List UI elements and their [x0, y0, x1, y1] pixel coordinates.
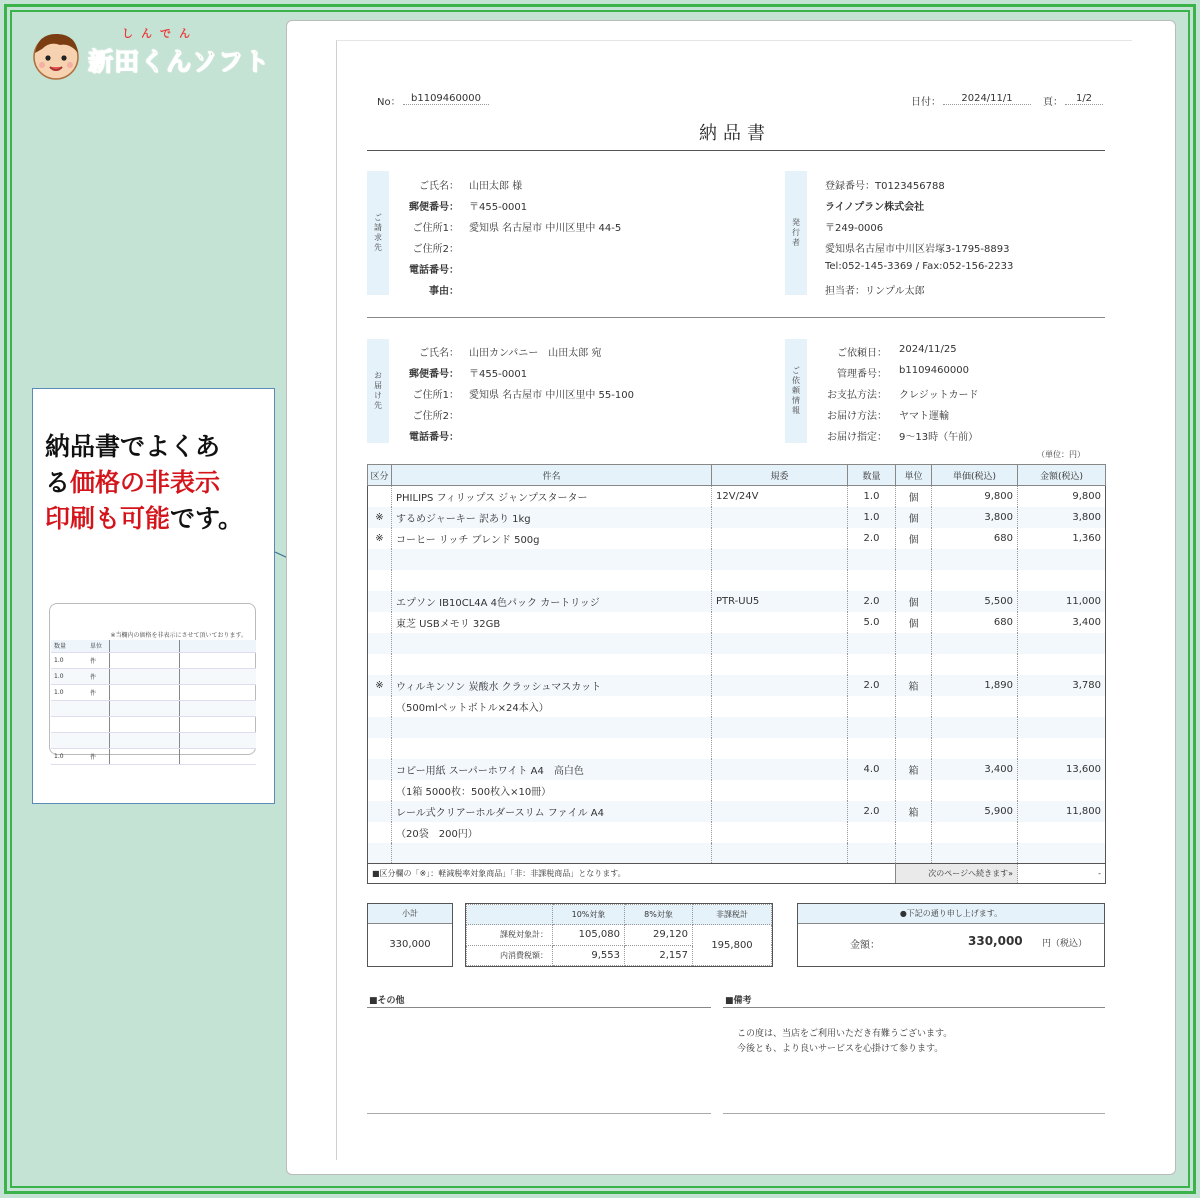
- tax-value: 29,120: [625, 925, 693, 946]
- table-cell: 個: [896, 612, 932, 633]
- table-cell: 9,800: [1018, 486, 1106, 507]
- tax-value: 105,080: [553, 925, 625, 946]
- table-cell: [368, 696, 392, 717]
- table-cell: [932, 780, 1018, 801]
- table-cell: ウィルキンソン 炭酸水 クラッシュマスカット: [392, 675, 712, 696]
- issuer-tab: 発行者: [785, 171, 807, 295]
- subtotal-value: 330,000: [389, 939, 431, 950]
- table-cell: ※: [368, 675, 392, 696]
- mini-row: [51, 732, 256, 748]
- table-cell: [368, 717, 392, 738]
- mini-header-qty: 数量: [51, 640, 87, 652]
- other-title: ■その他: [369, 996, 405, 1006]
- callout-line-2: [45, 465, 270, 501]
- request-label: お届け方法：: [827, 411, 887, 422]
- table-cell: [712, 759, 848, 780]
- table-cell: コピー用紙 スーパーホワイト A4 高白色: [392, 759, 712, 780]
- col-spec: 規委: [712, 465, 848, 486]
- tax-h-10: 10%対象: [553, 905, 625, 925]
- table-cell: 3,400: [932, 759, 1018, 780]
- subtotal-box: [367, 903, 453, 967]
- table-cell: 箱: [896, 759, 932, 780]
- table-cell: 3,800: [932, 507, 1018, 528]
- request-value: 9～13時（午前）: [899, 432, 979, 443]
- table-cell: ※: [368, 507, 392, 528]
- table-cell: [932, 696, 1018, 717]
- tax-h-8: 8%対象: [625, 905, 693, 925]
- brand-name-green: くんソフト: [140, 47, 271, 76]
- table-cell: 3,780: [1018, 675, 1106, 696]
- table-cell: [1018, 780, 1106, 801]
- table-cell: [896, 654, 932, 675]
- table-cell: [932, 654, 1018, 675]
- table-cell: [712, 654, 848, 675]
- table-cell: [896, 549, 932, 570]
- issuer-line: 〒249-0006: [825, 223, 884, 234]
- mini-row: 1.0 件: [51, 684, 256, 700]
- callout-line-3: [45, 501, 270, 537]
- table-row: [368, 507, 1106, 528]
- mini-row: 1.0 件: [51, 748, 256, 764]
- col-amount: 金額(税込): [1018, 465, 1106, 486]
- doc-no-label: No：: [377, 97, 401, 108]
- table-cell: レール式クリアーホルダースリム ファイル A4: [392, 801, 712, 822]
- table-cell: するめジャーキー 訳あり 1kg: [392, 507, 712, 528]
- table-cell: [392, 717, 712, 738]
- tax-label: 課税対象計：: [467, 925, 553, 946]
- table-cell: [712, 780, 848, 801]
- col-qty: 数量: [848, 465, 896, 486]
- mini-table-preview: [49, 603, 256, 761]
- table-cell: 13,600: [1018, 759, 1106, 780]
- table-cell: [368, 843, 392, 864]
- footer-dash: -: [1018, 864, 1106, 884]
- table-row: [368, 759, 1106, 780]
- table-cell: [932, 738, 1018, 759]
- mini-row: 1.0 件: [51, 652, 256, 668]
- unit-note: （単位：円）: [1037, 450, 1085, 459]
- total-box-title: ●下記の通り申し上げます。: [798, 904, 1104, 924]
- request-label: ご依頼日：: [837, 348, 887, 359]
- table-cell: 5,500: [932, 591, 1018, 612]
- brand-name-red: 新田: [88, 47, 141, 76]
- table-cell: [392, 549, 712, 570]
- billing-label: ご住所2：: [412, 244, 459, 255]
- next-page-note: 次のページへ続きます»: [896, 864, 1018, 884]
- table-cell: [1018, 717, 1106, 738]
- table-cell: [368, 759, 392, 780]
- request-label: お届け指定：: [827, 432, 887, 443]
- callout-line-2b: 価格の非表示: [70, 468, 221, 497]
- table-cell: [712, 801, 848, 822]
- mini-table: [51, 640, 256, 765]
- table-cell: [932, 822, 1018, 843]
- table-cell: 2.0: [848, 528, 896, 549]
- table-cell: [1018, 696, 1106, 717]
- table-cell: [392, 654, 712, 675]
- table-cell: [848, 696, 896, 717]
- billing-value: 愛知県 名古屋市 中川区里中 44-5: [469, 223, 622, 234]
- table-cell: [848, 633, 896, 654]
- table-row: [368, 486, 1106, 507]
- callout-line-3b: です。: [170, 504, 244, 533]
- table-row: [368, 717, 1106, 738]
- table-cell: [368, 486, 392, 507]
- table-cell: [848, 822, 896, 843]
- delivery-label: 郵便番号：: [409, 369, 459, 380]
- table-cell: [932, 570, 1018, 591]
- table-row: [368, 696, 1106, 717]
- date-value: 2024/11/1: [943, 93, 1031, 105]
- table-cell: [712, 612, 848, 633]
- table-row: [368, 738, 1106, 759]
- brand-logo: [30, 25, 280, 85]
- table-cell: 3,400: [1018, 612, 1106, 633]
- issuer-line: Tel:052-145-3369 / Fax:052-156-2233: [825, 261, 1014, 272]
- delivery-note-page: [336, 40, 1132, 1160]
- subtotal-label: 小計: [368, 904, 452, 924]
- table-cell: [1018, 738, 1106, 759]
- table-cell: 1,360: [1018, 528, 1106, 549]
- table-cell: 5.0: [848, 612, 896, 633]
- table-cell: [712, 549, 848, 570]
- mini-header-unit: 単位: [87, 640, 109, 652]
- table-row: [368, 675, 1106, 696]
- table-cell: 11,800: [1018, 801, 1106, 822]
- request-label: 管理番号：: [837, 369, 887, 380]
- other-divider: [367, 1007, 711, 1008]
- delivery-label: 電話番号：: [409, 432, 459, 443]
- amount-value: 330,000: [968, 934, 1023, 948]
- table-cell: [712, 717, 848, 738]
- mini-note: ※当欄内の価格を非表示にさせて頂いております。: [110, 632, 247, 639]
- table-cell: 2.0: [848, 591, 896, 612]
- table-cell: 3,800: [1018, 507, 1106, 528]
- table-cell: [848, 549, 896, 570]
- table-cell: [1018, 549, 1106, 570]
- boy-face-icon: [30, 29, 82, 81]
- table-cell: （500mlペットボトル×24本入）: [392, 696, 712, 717]
- table-cell: [368, 738, 392, 759]
- table-cell: 11,000: [1018, 591, 1106, 612]
- table-cell: [368, 612, 392, 633]
- table-cell: 個: [896, 486, 932, 507]
- items-table: [367, 464, 1106, 884]
- billing-label: 電話番号：: [409, 265, 459, 276]
- table-row: [368, 780, 1106, 801]
- col-unit: 単位: [896, 465, 932, 486]
- col-item: 件名: [392, 465, 712, 486]
- date-label: 日付：: [911, 97, 941, 108]
- callout-line-3a: 印刷も可能: [45, 504, 171, 533]
- callout-line-1: 納品書でよくあ: [45, 432, 221, 461]
- table-row: [368, 654, 1106, 675]
- request-label: お支払方法：: [827, 390, 887, 401]
- delivery-tab: お届け先: [367, 339, 389, 443]
- tax-h-exempt: 非課税計: [693, 905, 772, 925]
- table-cell: [848, 843, 896, 864]
- table-cell: 12V/24V: [712, 486, 848, 507]
- table-row: [368, 570, 1106, 591]
- tax-value: 9,553: [553, 945, 625, 966]
- callout-text: [45, 429, 270, 537]
- table-cell: 1.0: [848, 507, 896, 528]
- table-cell: PTR-UU5: [712, 591, 848, 612]
- table-cell: エプソン IB10CL4A 4色パック カートリッジ: [392, 591, 712, 612]
- table-cell: [712, 696, 848, 717]
- mini-header-blank: [109, 640, 179, 652]
- table-cell: 680: [932, 612, 1018, 633]
- table-row: [368, 591, 1106, 612]
- table-cell: [896, 780, 932, 801]
- total-box: [797, 903, 1105, 967]
- table-cell: [368, 780, 392, 801]
- billing-tab: ご請求先: [367, 171, 389, 295]
- table-cell: 個: [896, 591, 932, 612]
- remarks-title: ■備考: [725, 996, 752, 1006]
- table-cell: PHILIPS フィリップス ジャンプスターター: [392, 486, 712, 507]
- table-cell: [932, 843, 1018, 864]
- table-cell: 個: [896, 528, 932, 549]
- table-cell: 箱: [896, 675, 932, 696]
- table-cell: 2.0: [848, 801, 896, 822]
- table-cell: [712, 738, 848, 759]
- table-cell: [848, 780, 896, 801]
- table-cell: [1018, 570, 1106, 591]
- table-cell: [848, 717, 896, 738]
- table-cell: [368, 570, 392, 591]
- table-cell: 東芝 USBメモリ 32GB: [392, 612, 712, 633]
- table-cell: [368, 654, 392, 675]
- delivery-label: ご氏名：: [419, 348, 459, 359]
- billing-label: ご氏名：: [419, 181, 459, 192]
- issuer-line: ライノプラン株式会社: [825, 202, 925, 213]
- tax-label: 内消費税額：: [467, 945, 553, 966]
- table-row: [368, 549, 1106, 570]
- table-cell: [1018, 822, 1106, 843]
- table-cell: [712, 507, 848, 528]
- table-cell: [368, 591, 392, 612]
- billing-label: ご住所1：: [412, 223, 459, 234]
- request-tab: ご依頼情報: [785, 339, 807, 443]
- table-cell: 1,890: [932, 675, 1018, 696]
- delivery-value: 〒455-0001: [469, 369, 528, 380]
- table-cell: [1018, 843, 1106, 864]
- callout-box: [32, 388, 275, 804]
- table-row: [368, 843, 1106, 864]
- table-cell: [368, 549, 392, 570]
- tax-box: [465, 903, 773, 967]
- table-cell: [848, 654, 896, 675]
- title-divider: [367, 150, 1105, 151]
- items-footer-row: [368, 864, 1106, 884]
- table-row: [368, 801, 1106, 822]
- amount-label: 金額：: [850, 940, 880, 951]
- tax-value: 2,157: [625, 945, 693, 966]
- table-cell: [896, 633, 932, 654]
- tax-table: [466, 904, 772, 966]
- remarks-divider: [723, 1007, 1105, 1008]
- request-value: b1109460000: [899, 365, 969, 376]
- table-cell: [896, 822, 932, 843]
- tax-exempt-value: 195,800: [693, 925, 772, 966]
- table-cell: [712, 675, 848, 696]
- billing-value: 〒455-0001: [469, 202, 528, 213]
- callout-line-2a: る: [45, 468, 71, 497]
- remarks-line-1: この度は、当店をご利用いただき有難うございます。: [737, 1029, 953, 1039]
- table-cell: [392, 738, 712, 759]
- table-cell: 1.0: [848, 486, 896, 507]
- table-row: [368, 612, 1106, 633]
- table-cell: [712, 570, 848, 591]
- delivery-label: ご住所1：: [412, 390, 459, 401]
- page-value: 1/2: [1065, 93, 1103, 105]
- table-cell: [712, 528, 848, 549]
- brand-name: [88, 42, 270, 78]
- request-value: 2024/11/25: [899, 344, 957, 355]
- table-cell: （20袋 200円）: [392, 822, 712, 843]
- amount-unit: 円（税込）: [1042, 939, 1088, 949]
- table-cell: [896, 738, 932, 759]
- table-cell: [712, 633, 848, 654]
- table-cell: 箱: [896, 801, 932, 822]
- table-cell: [1018, 633, 1106, 654]
- delivery-value: 愛知県 名古屋市 中川区里中 55-100: [469, 390, 634, 401]
- remarks-line-2: 今後とも、より良いサービスを心掛けて参ります。: [737, 1044, 944, 1054]
- mini-header-blank: [179, 640, 256, 652]
- table-cell: ※: [368, 528, 392, 549]
- table-cell: [848, 738, 896, 759]
- items-header-row: [368, 465, 1106, 486]
- col-unit-price: 単価(税込): [932, 465, 1018, 486]
- table-cell: （1箱 5000枚：500枚入×10冊）: [392, 780, 712, 801]
- mini-row: 1.0 件: [51, 668, 256, 684]
- remarks-bottom-line: [723, 1113, 1105, 1114]
- table-cell: 5,900: [932, 801, 1018, 822]
- table-row: [368, 633, 1106, 654]
- delivery-value: 山田カンパニー 山田太郎 宛: [469, 348, 602, 359]
- mini-row: [51, 700, 256, 716]
- request-value: クレジットカード: [899, 390, 979, 401]
- other-bottom-line: [367, 1113, 711, 1114]
- table-cell: [712, 822, 848, 843]
- issuer-line: 担当者：リンプル太郎: [825, 286, 925, 297]
- page-label: 頁：: [1043, 97, 1063, 108]
- billing-value: 山田太郎 様: [469, 181, 523, 192]
- footer-note: ■区分欄の「※」：軽減税率対象商品」「非：非課税商品」となります。: [368, 864, 896, 884]
- request-value: ヤマト運輸: [899, 411, 949, 422]
- table-cell: [368, 822, 392, 843]
- table-row: [368, 528, 1106, 549]
- table-cell: [392, 633, 712, 654]
- table-cell: [896, 570, 932, 591]
- page-title: 納品書: [699, 123, 771, 144]
- table-cell: [932, 549, 1018, 570]
- billing-label: 郵便番号：: [409, 202, 459, 213]
- mini-row: [51, 716, 256, 732]
- table-cell: コーヒー リッチ ブレンド 500g: [392, 528, 712, 549]
- table-cell: 2.0: [848, 675, 896, 696]
- table-cell: 680: [932, 528, 1018, 549]
- table-cell: [896, 843, 932, 864]
- table-cell: 4.0: [848, 759, 896, 780]
- table-cell: [848, 570, 896, 591]
- table-cell: [392, 570, 712, 591]
- table-cell: [896, 696, 932, 717]
- table-cell: [896, 717, 932, 738]
- section-divider: [367, 317, 1105, 318]
- table-cell: 9,800: [932, 486, 1018, 507]
- doc-no-value: b1109460000: [403, 93, 489, 105]
- table-cell: [1018, 654, 1106, 675]
- tax-corner: [467, 905, 553, 925]
- brand-ruby: しんでん: [122, 27, 198, 40]
- col-category: 区分: [368, 465, 392, 486]
- delivery-label: ご住所2：: [412, 411, 459, 422]
- table-cell: [712, 843, 848, 864]
- table-cell: 個: [896, 507, 932, 528]
- table-cell: [932, 633, 1018, 654]
- table-cell: [368, 633, 392, 654]
- billing-label: 事由：: [429, 286, 459, 297]
- table-row: [368, 822, 1106, 843]
- issuer-line: 登録番号：T0123456788: [825, 181, 945, 192]
- table-cell: [368, 801, 392, 822]
- table-cell: [932, 717, 1018, 738]
- table-cell: [392, 843, 712, 864]
- issuer-line: 愛知県名古屋市中川区岩塚3-1795-8893: [825, 244, 1010, 255]
